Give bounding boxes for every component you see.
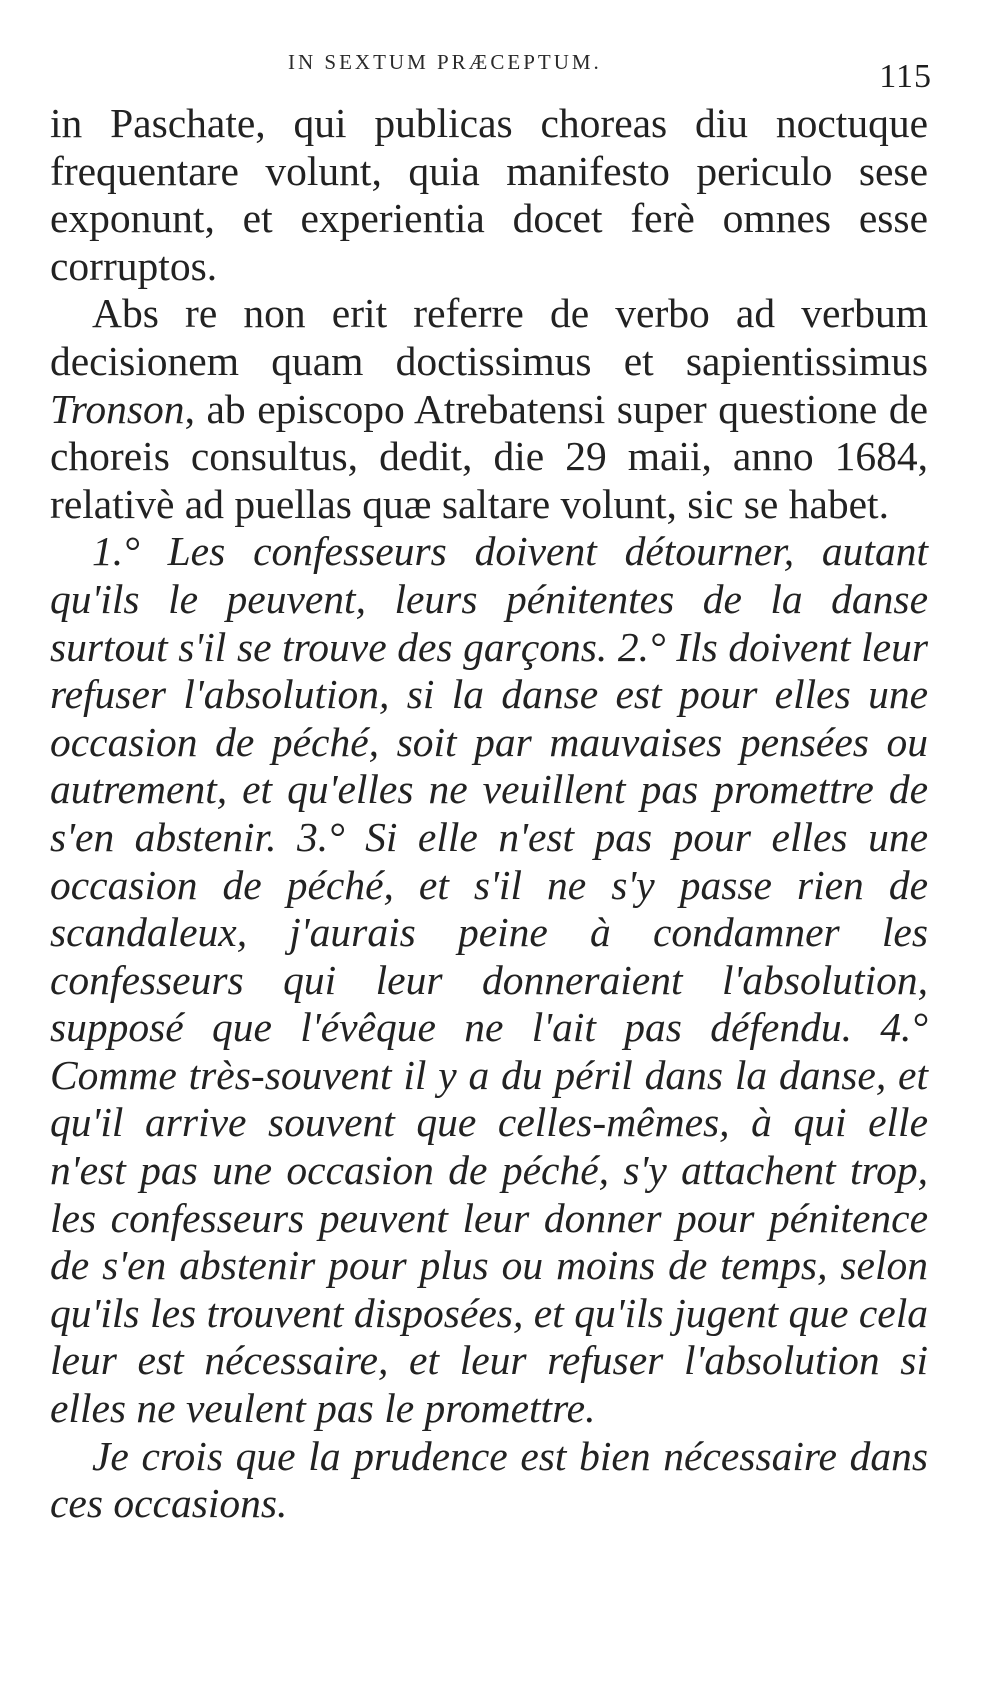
paragraph-2-text-after: , ab episcopo Atrebatensi super questione de choreis consultus, dedit, die 29 maii, anno 1684, relativè ad puellas quæ saltare volunt, sic se habet.	[50, 385, 928, 527]
body-text	[50, 100, 928, 1528]
paragraph-2-text-before: Abs re non erit referre de verbo ad verbum decisionem quam doctissimus et sapientissimus	[50, 290, 928, 384]
paragraph-4: Je crois que la prudence est bien nécessaire dans ces occasions.	[50, 1432, 928, 1527]
person-name-tronson: Tronson	[50, 385, 185, 432]
paragraph-2	[50, 290, 928, 528]
paragraph-1: in Paschate, qui publicas choreas diu noctuque frequentare volunt, quia manifesto periculo sese exponunt, et experientia docet ferè omnes esse corruptos.	[50, 100, 928, 289]
paragraph-3-quotation: 1.° Les confesseurs doivent détourner, autant qu'ils le peuvent, leurs pénitentes de la danse surtout s'il se trouve des garçons. 2.° Ils doivent leur refuser l'absolution, si la danse est pour elles une occasion de péché, soit par mauvaises pensées ou autrement, et qu'elles ne veuillent pas promettre de s'en abstenir. 3.° Si elle n'est pas pour elles une occasion de péché, et s'il ne s'y passe rien de scandaleux, j'aurais peine à condamner les confesseurs qui leur donneraient l'absolution, supposé que l'évêque ne l'ait pas défendu. 4.° Comme très-souvent il y a du péril dans la danse, et qu'il arrive souvent que celles-mêmes, à qui elle n'est pas une occasion de péché, s'y attachent trop, les confesseurs peuvent leur donner pour pénitence de s'en abstenir pour plus ou moins de temps, selon qu'ils les trouvent disposées, et qu'ils jugent que cela leur est nécessaire, et leur refuser l'absolution si elles ne veulent pas le promettre.	[50, 528, 928, 1432]
page-number: 115	[879, 58, 932, 95]
running-title: IN SEXTUM PRÆCEPTUM.	[288, 50, 602, 74]
page-header	[52, 50, 932, 100]
